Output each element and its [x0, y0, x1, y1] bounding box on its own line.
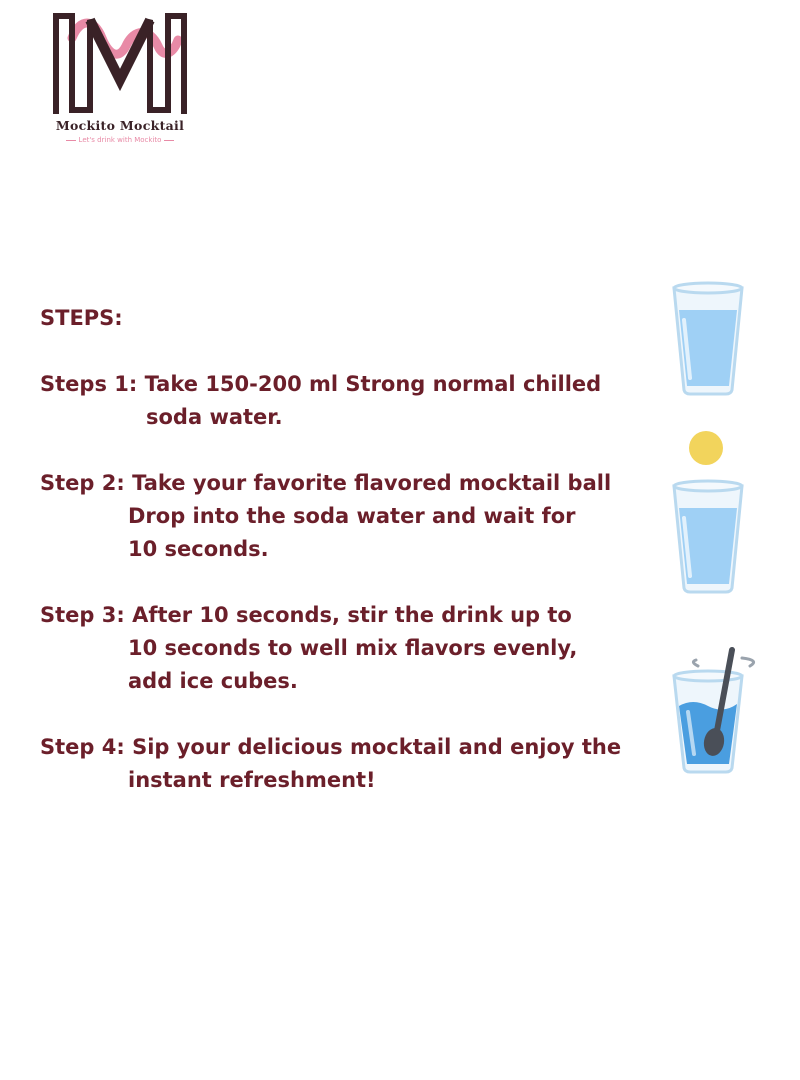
step-3 [40, 599, 660, 698]
steps-section [40, 302, 660, 830]
tagline-rule-left [66, 140, 76, 141]
step-4-line-1: Step 4: Sip your delicious mocktail and enjoy the [40, 735, 622, 759]
step-4 [40, 731, 660, 797]
step-3-line-1: Step 3: After 10 seconds, stir the drink up to [40, 603, 572, 627]
step-2-line-2: Drop into the soda water and wait for [128, 504, 576, 528]
step-3-line-3: add ice cubes. [128, 669, 298, 693]
step-4-line-2: instant refreshment! [128, 768, 376, 792]
water-glass-icon [668, 478, 748, 600]
brand-tagline [40, 136, 200, 144]
brand-logo [40, 10, 200, 150]
step-1 [40, 368, 660, 434]
stirred-glass-icon [668, 644, 768, 783]
tagline-rule-right [164, 140, 174, 141]
step-2 [40, 467, 660, 566]
step-1-line-1: Steps 1: Take 150-200 ml Strong normal chilled [40, 372, 602, 396]
brand-name: Mockito Mocktail [55, 118, 185, 133]
water-glass-icon [668, 280, 748, 402]
step-1-line-2: soda water. [146, 405, 283, 429]
step-2-line-1: Step 2: Take your favorite flavored mocktail ball [40, 471, 612, 495]
logo-mark [50, 10, 190, 114]
step-3-line-2: 10 seconds to well mix flavors evenly, [128, 636, 578, 660]
tagline-text: Let's drink with Mockito [78, 136, 162, 144]
steps-heading: STEPS: [40, 306, 123, 330]
step-2-line-3: 10 seconds. [128, 537, 269, 561]
mocktail-ball-icon [688, 430, 724, 470]
